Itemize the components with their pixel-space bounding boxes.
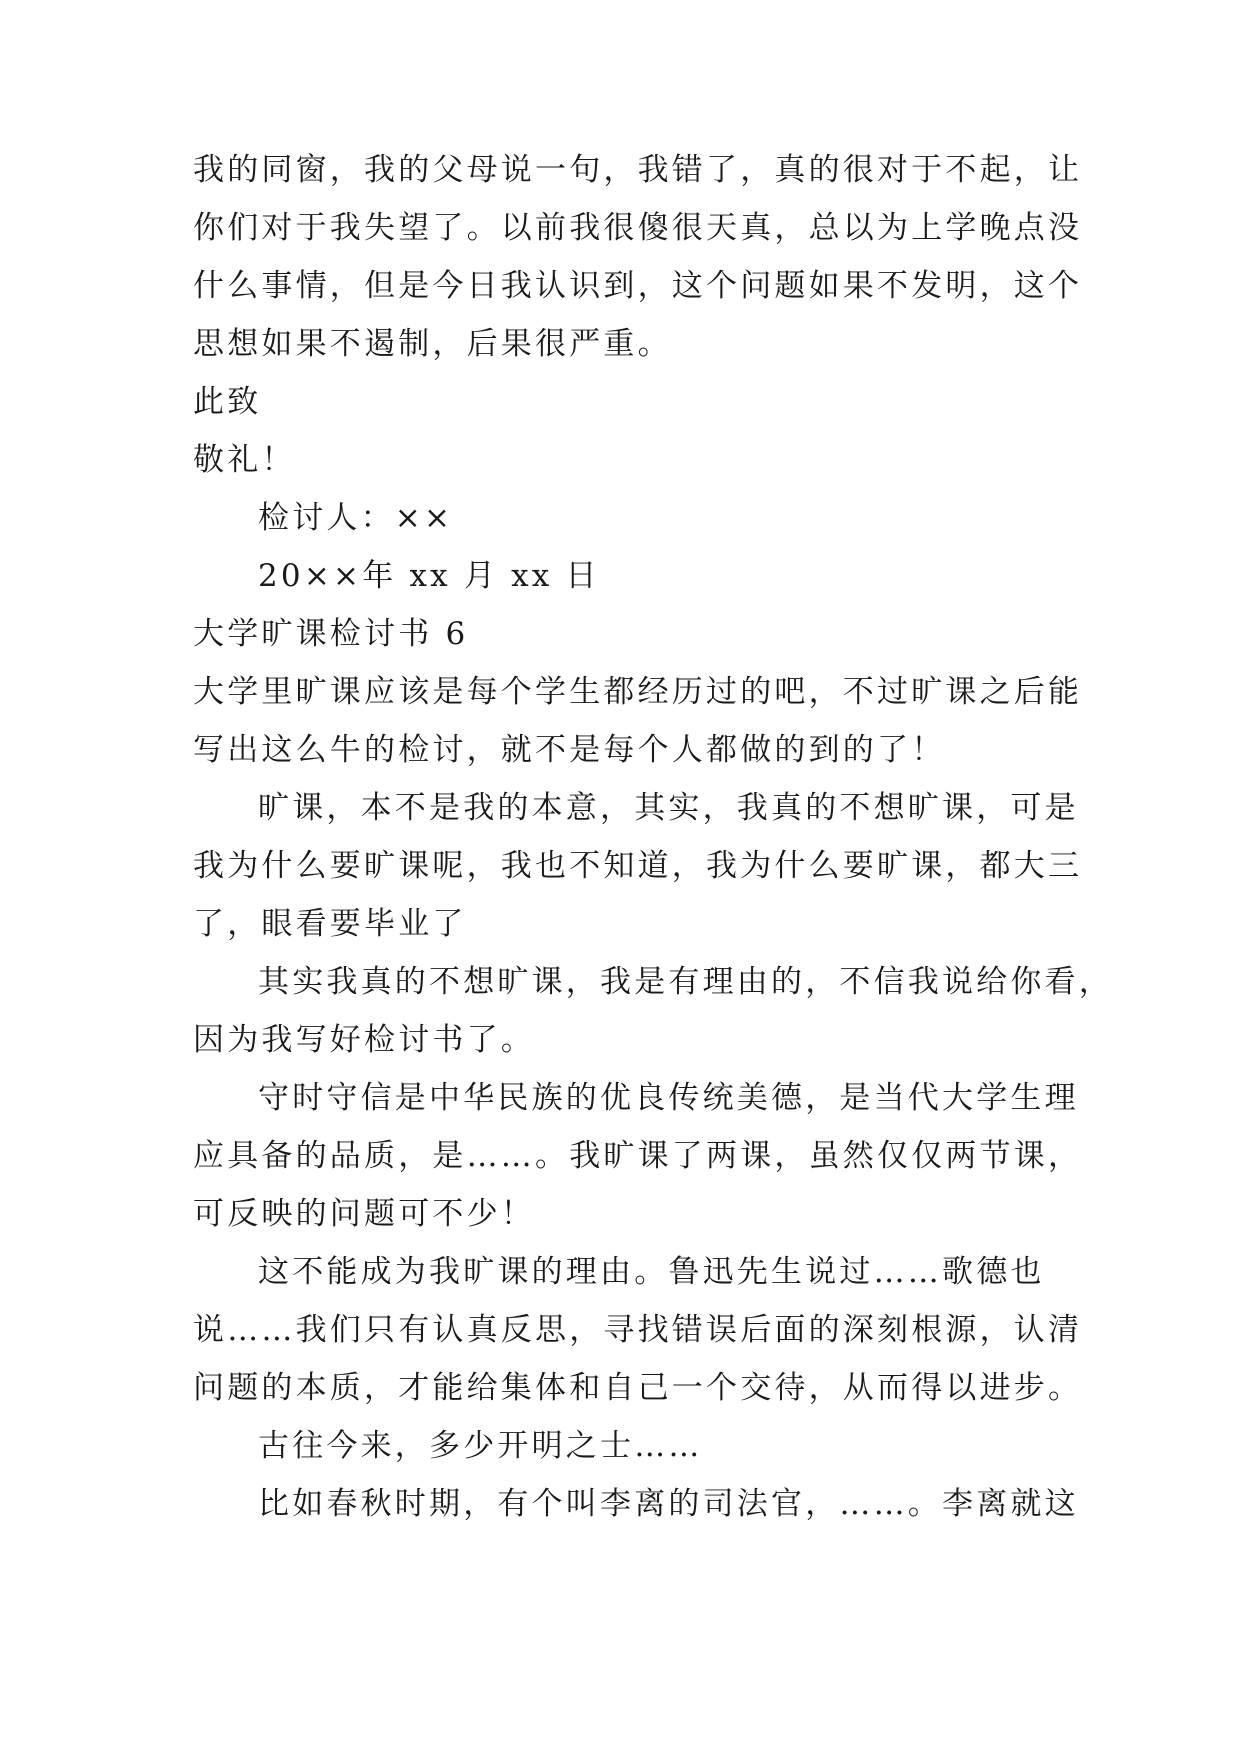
section-title: 大学旷课检讨书 6: [193, 616, 469, 652]
signature-line: 检讨人：××: [258, 500, 454, 536]
body-text-line: 我为什么要旷课呢，我也不知道，我为什么要旷课，都大三: [193, 848, 1083, 884]
body-text-line: 古往今来，多少开明之士……: [258, 1428, 703, 1464]
body-text-line: 可反映的问题可不少！: [193, 1196, 535, 1232]
salutation-line: 敬礼！: [193, 442, 296, 478]
body-text-line: 旷课，本不是我的本意，其实，我真的不想旷课，可是: [258, 790, 1079, 826]
body-text-line: 说……我们只有认真反思，寻找错误后面的深刻根源，认清: [193, 1312, 1083, 1348]
body-text-line: 其实我真的不想旷课，我是有理由的，不信我说给你看，: [258, 964, 1113, 1000]
body-text-line: 什么事情，但是今日我认识到，这个问题如果不发明，这个: [193, 268, 1083, 304]
body-text-line: 你们对于我失望了。以前我很傻很天真，总以为上学晚点没: [193, 210, 1083, 246]
body-text-line: 比如春秋时期，有个叫李离的司法官，……。李离就这: [258, 1486, 1079, 1522]
body-text-line: 问题的本质，才能给集体和自己一个交待，从而得以进步。: [193, 1370, 1083, 1406]
body-text-line: 大学里旷课应该是每个学生都经历过的吧，不过旷课之后能: [193, 674, 1083, 710]
body-text-line: 这不能成为我旷课的理由。鲁迅先生说过……歌德也: [258, 1254, 1045, 1290]
body-text-line: 因为我写好检讨书了。: [193, 1022, 535, 1058]
body-text-line: 了，眼看要毕业了: [193, 906, 467, 942]
body-text-line: 思想如果不遏制，后果很严重。: [193, 326, 672, 362]
body-text-line: 应具备的品质，是……。我旷课了两课，虽然仅仅两节课，: [193, 1138, 1083, 1174]
date-line: 20××年 xx 月 xx 日: [258, 558, 600, 594]
body-text-line: 守时守信是中华民族的优良传统美德，是当代大学生理: [258, 1080, 1079, 1116]
body-text-line: 写出这么牛的检讨，就不是每个人都做的到的了！: [193, 732, 946, 768]
salutation-line: 此致: [193, 384, 262, 420]
body-text-line: 我的同窗，我的父母说一句，我错了，真的很对于不起，让: [193, 152, 1083, 188]
